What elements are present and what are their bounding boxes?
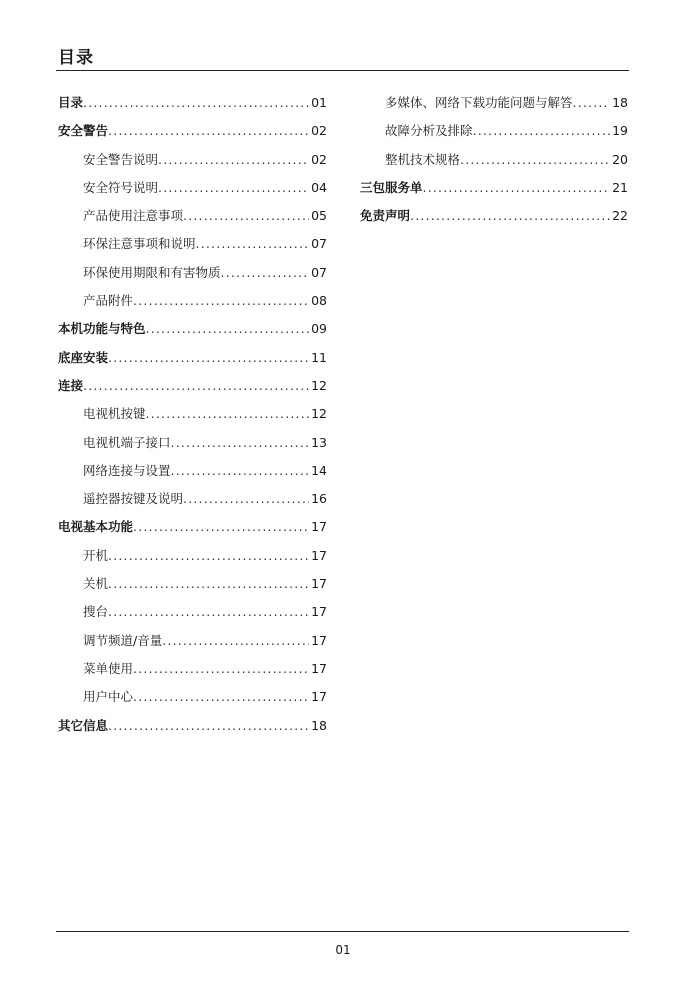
toc-dot-leader: [183, 208, 309, 223]
toc-entry-page: 02: [311, 151, 327, 167]
toc-entry-page: 17: [311, 547, 327, 563]
toc-entry-label: 搜台: [83, 604, 109, 620]
toc-dot-leader: [108, 123, 309, 138]
toc-entry-label: 开机: [83, 547, 109, 563]
toc-entry-page: 12: [311, 406, 327, 422]
toc-dot-leader: [133, 661, 309, 676]
toc-section-entry[interactable]: [58, 517, 327, 545]
toc-entry-label: 产品附件: [83, 293, 134, 309]
toc-entry-label: 多媒体、网络下载功能问题与解答: [385, 95, 573, 110]
toc-entry-label: 网络连接与设置: [83, 462, 171, 478]
page-title: 目录: [58, 48, 94, 68]
toc-entry-page: 07: [311, 236, 327, 252]
toc-entry-label: 连接: [58, 377, 84, 393]
toc-dot-leader: [133, 519, 309, 534]
toc-subsection-entry[interactable]: [58, 291, 327, 319]
toc-subsection-entry[interactable]: [58, 489, 327, 517]
toc-dot-leader: [133, 293, 309, 308]
toc-entry-label: 用户中心: [83, 689, 134, 705]
toc-section-entry[interactable]: [58, 716, 327, 744]
toc-dot-leader: [83, 95, 309, 110]
toc-subsection-entry[interactable]: [58, 404, 327, 432]
toc-entry-page: 08: [311, 293, 327, 309]
toc-entry-label: 本机功能与特色: [58, 321, 146, 337]
toc-subsection-entry[interactable]: [58, 546, 327, 574]
toc-entry-label: 遥控器按键及说明: [83, 491, 184, 507]
toc-entry-label: 环保使用期限和有害物质: [83, 264, 221, 280]
toc-entry-label: 环保注意事项和说明: [83, 236, 196, 252]
toc-entry-label: 故障分析及排除: [385, 123, 473, 139]
toc-dot-leader: [108, 576, 309, 591]
toc-entry-page: 17: [311, 660, 327, 676]
toc-entry-label: 安全符号说明: [83, 179, 159, 195]
footer-divider: [56, 931, 629, 932]
toc-entry-label: 电视基本功能: [58, 519, 134, 535]
toc-dot-leader: [146, 321, 310, 336]
toc-entry-page: 02: [311, 123, 327, 139]
toc-entry-page: 07: [311, 264, 327, 280]
toc-entry-page: 12: [311, 377, 327, 393]
toc-dot-leader: [171, 463, 310, 478]
toc-dot-leader: [423, 180, 611, 195]
toc-entry-label: 电视机按键: [83, 406, 146, 422]
toc-entry-page: 01: [311, 95, 327, 110]
toc-entry-page: 18: [311, 717, 327, 733]
toc-left-column: [58, 93, 327, 744]
toc-dot-leader: [108, 604, 309, 619]
toc-entry-page: 17: [311, 519, 327, 535]
toc-subsection-entry[interactable]: [58, 659, 327, 687]
toc-dot-leader: [183, 491, 309, 506]
toc-section-entry[interactable]: [58, 93, 327, 121]
toc-subsection-entry[interactable]: [360, 121, 628, 149]
toc-entry-label: 菜单使用: [83, 660, 134, 676]
page-number: 01: [335, 943, 351, 957]
toc-subsection-entry[interactable]: [58, 461, 327, 489]
toc-dot-leader: [196, 236, 310, 251]
toc-entry-page: 17: [311, 576, 327, 592]
toc-entry-page: 22: [612, 208, 628, 224]
toc-dot-leader: [108, 350, 309, 365]
toc-entry-page: 18: [612, 95, 628, 110]
toc-dot-leader: [221, 265, 310, 280]
toc-dot-leader: [171, 435, 310, 450]
toc-dot-leader: [410, 208, 610, 223]
toc-subsection-entry[interactable]: [58, 574, 327, 602]
toc-entry-label: 目录: [58, 95, 84, 110]
toc-subsection-entry[interactable]: [360, 150, 628, 178]
toc-entry-page: 17: [311, 689, 327, 705]
toc-entry-label: 电视机端子接口: [83, 434, 171, 450]
toc-entry-label: 底座安装: [58, 349, 109, 365]
toc-dot-leader: [573, 95, 611, 110]
toc-entry-page: 09: [311, 321, 327, 337]
toc-section-entry[interactable]: [360, 178, 628, 206]
toc-entry-page: 04: [311, 179, 327, 195]
toc-dot-leader: [473, 123, 611, 138]
toc-subsection-entry[interactable]: [360, 93, 628, 121]
toc-section-entry[interactable]: [58, 348, 327, 376]
toc-dot-leader: [83, 378, 309, 393]
toc-subsection-entry[interactable]: [58, 602, 327, 630]
toc-subsection-entry[interactable]: [58, 178, 327, 206]
toc-dot-leader: [146, 406, 310, 421]
toc-section-entry[interactable]: [58, 121, 327, 149]
toc-subsection-entry[interactable]: [58, 263, 327, 291]
toc-dot-leader: [162, 633, 309, 648]
toc-entry-page: 17: [311, 604, 327, 620]
toc-entry-page: 17: [311, 632, 327, 648]
toc-entry-label: 调节频道/音量: [83, 632, 163, 648]
toc-entry-page: 14: [311, 462, 327, 478]
toc-entry-label: 整机技术规格: [385, 151, 461, 167]
toc-entry-page: 20: [612, 151, 628, 167]
toc-dot-leader: [108, 548, 309, 563]
toc-subsection-entry[interactable]: [58, 150, 327, 178]
toc-dot-leader: [158, 180, 309, 195]
toc-section-entry[interactable]: [360, 206, 628, 234]
title-divider: [56, 70, 629, 71]
toc-entry-label: 产品使用注意事项: [83, 208, 184, 224]
toc-subsection-entry[interactable]: [58, 687, 327, 715]
toc-entry-label: 其它信息: [58, 717, 109, 733]
toc-entry-label: 安全警告说明: [83, 151, 159, 167]
toc-entry-page: 16: [311, 491, 327, 507]
toc-entry-page: 21: [612, 179, 628, 195]
toc-right-column: [360, 93, 628, 234]
toc-entry-page: 19: [612, 123, 628, 139]
toc-entry-page: 13: [311, 434, 327, 450]
toc-entry-label: 三包服务单: [360, 179, 423, 195]
toc-section-entry[interactable]: [58, 319, 327, 347]
toc-entry-label: 安全警告: [58, 123, 109, 139]
toc-dot-leader: [108, 718, 309, 733]
toc-subsection-entry[interactable]: [58, 433, 327, 461]
toc-section-entry[interactable]: [58, 376, 327, 404]
toc-entry-page: 05: [311, 208, 327, 224]
toc-dot-leader: [460, 152, 610, 167]
toc-subsection-entry[interactable]: [58, 234, 327, 262]
toc-subsection-entry[interactable]: [58, 206, 327, 234]
toc-entry-label: 关机: [83, 576, 109, 592]
toc-dot-leader: [133, 689, 309, 704]
toc-entry-label: 免责声明: [360, 208, 411, 224]
toc-entry-page: 11: [311, 349, 327, 365]
toc-dot-leader: [158, 152, 309, 167]
toc-subsection-entry[interactable]: [58, 631, 327, 659]
